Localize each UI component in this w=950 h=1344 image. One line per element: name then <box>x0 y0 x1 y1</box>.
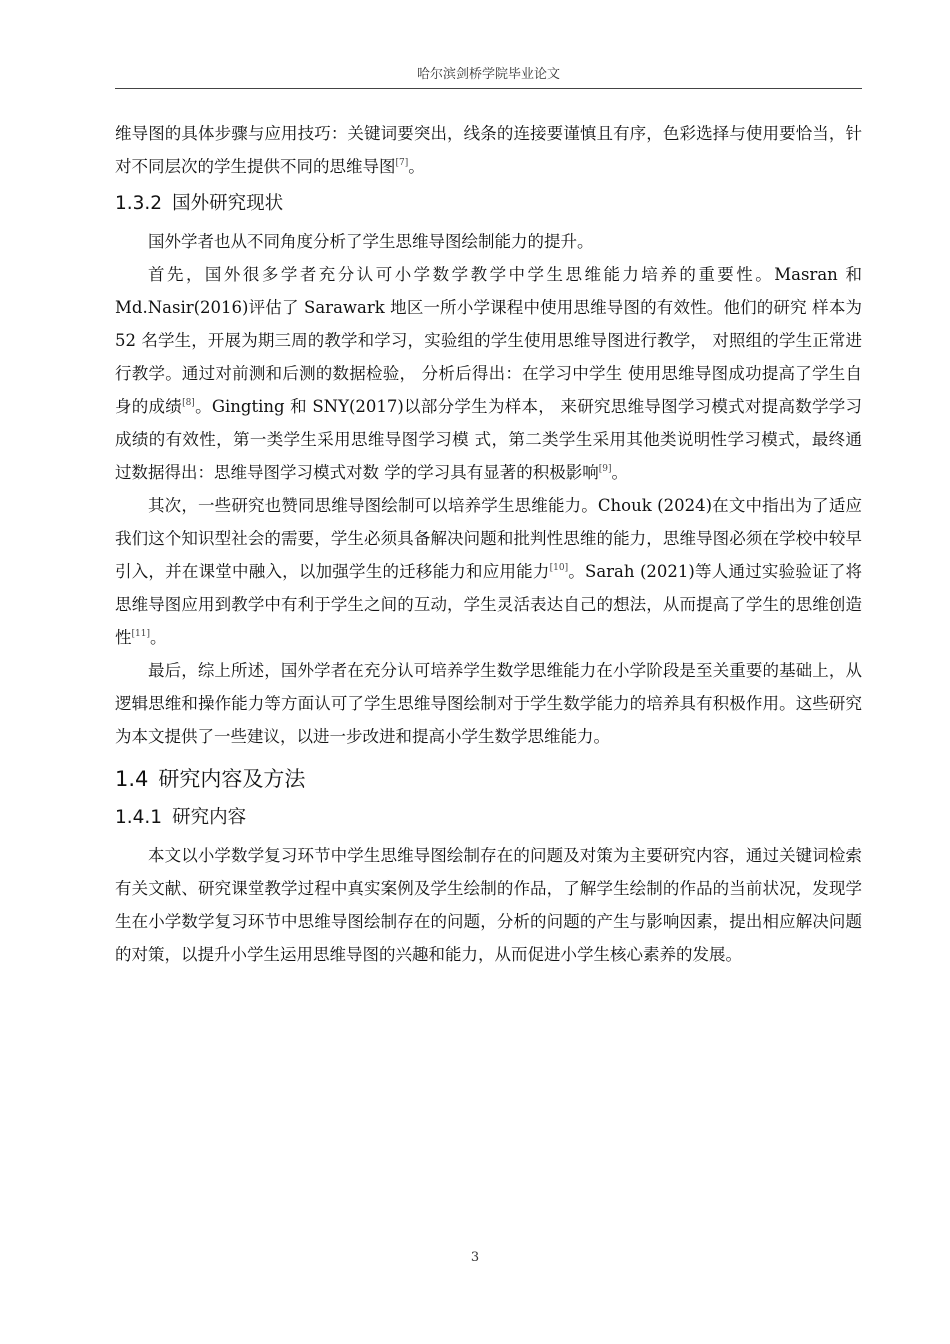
section-heading-1-3-2 <box>115 189 862 219</box>
section-number: 1.4 <box>115 767 149 791</box>
paragraph <box>115 258 862 489</box>
paragraph-continuation <box>115 117 862 183</box>
page-body <box>115 117 862 971</box>
paragraph-text: 。Gingting 和 SNY(2017)以部分学生为样本， 来研究思维导图学习模式对提高数学学习成绩的有效性，第一类学生采用思维导图学习模 式，第二类学生采用其他类说明性学习模式，最终通过数据得出：思维导图学习模式对数 学的学习具有显著的积极影响 <box>115 397 862 482</box>
header-rule <box>115 88 862 89</box>
citation-ref: [8] <box>182 398 195 408</box>
citation-ref: [9] <box>598 464 612 474</box>
section-heading-1-4 <box>115 763 862 795</box>
paragraph-end: 。 <box>408 157 425 176</box>
paragraph-end: 。 <box>149 628 167 647</box>
page-number: 3 <box>470 1250 480 1265</box>
citation-ref: [11] <box>131 629 150 639</box>
section-heading-1-4-1 <box>115 803 862 833</box>
paragraph-text: 。Sarah (2021)等人通过实验验证了将思维导图应用到教学中有利于学生之间的互动，学生灵活表达自己的想法，从而提高了学生的思维创造性 <box>115 562 862 647</box>
paragraph: 最后，综上所述，国外学者在充分认可培养学生数学思维能力在小学阶段是至关重要的基础上，从逻辑思维和操作能力等方面认可了学生思维导图绘制对于学生数学能力的培养具有积极作用。这些研究为本文提供了一些建议，以进一步改进和提高小学生数学思维能力。 <box>115 661 862 746</box>
paragraph-text: 首先，国外很多学者充分认可小学数学教学中学生思维能力培养的重要性。Masran 和 Md.Nasir(2016)评估了 Sarawark 地区一所小学课程中使用思维导图的有效性。他们的研究 样本为 52 名学生，开展为期三周的教学和学习，实验组的学生使用思维导图进行教学， 对照组的学生正常进行教学。通过对前测和后测的数据检验， 分析后得出：在学习中学生 使用思维导图成功提高了学生自身的成绩 <box>115 265 862 416</box>
paragraph: 国外学者也从不同角度分析了学生思维导图绘制能力的提升。 <box>148 232 594 251</box>
section-title: 国外研究现状 <box>172 193 284 214</box>
citation-ref: [10] <box>549 563 569 573</box>
citation-ref: [7] <box>395 158 409 168</box>
paragraph-text: 其次，一些研究也赞同思维导图绘制可以培养学生思维能力。Chouk (2024)在文中指出为了适应我们这个知识型社会的需要，学生必须具备解决问题和批判性思维的能力，思维导图必须在学校中较早引入，并在课堂中融入，以加强学生的迁移能力和应用能力 <box>115 496 862 581</box>
section-title: 研究内容 <box>172 807 247 828</box>
paragraph-end: 。 <box>611 463 628 482</box>
section-number: 1.3.2 <box>115 193 163 214</box>
paragraph: 本文以小学数学复习环节中学生思维导图绘制存在的问题及对策为主要研究内容，通过关键词检索有关文献、研究课堂教学过程中真实案例及学生绘制的作品，了解学生绘制的作品的当前状况，发现学生在小学数学复习环节中思维导图绘制存在的问题，分析的问题的产生与影响因素，提出相应解决问题的对策，以提升小学生运用思维导图的兴趣和能力，从而促进小学生核心素养的发展。 <box>115 846 862 964</box>
paragraph-text: 维导图的具体步骤与应用技巧：关键词要突出，线条的连接要谨慎且有序，色彩选择与使用要恰当，针对不同层次的学生提供不同的思维导图 <box>115 124 862 176</box>
section-title: 研究内容及方法 <box>158 767 306 791</box>
paragraph <box>115 489 862 654</box>
section-number: 1.4.1 <box>115 807 163 828</box>
page-header: 哈尔滨剑桥学院毕业论文 <box>416 67 560 82</box>
